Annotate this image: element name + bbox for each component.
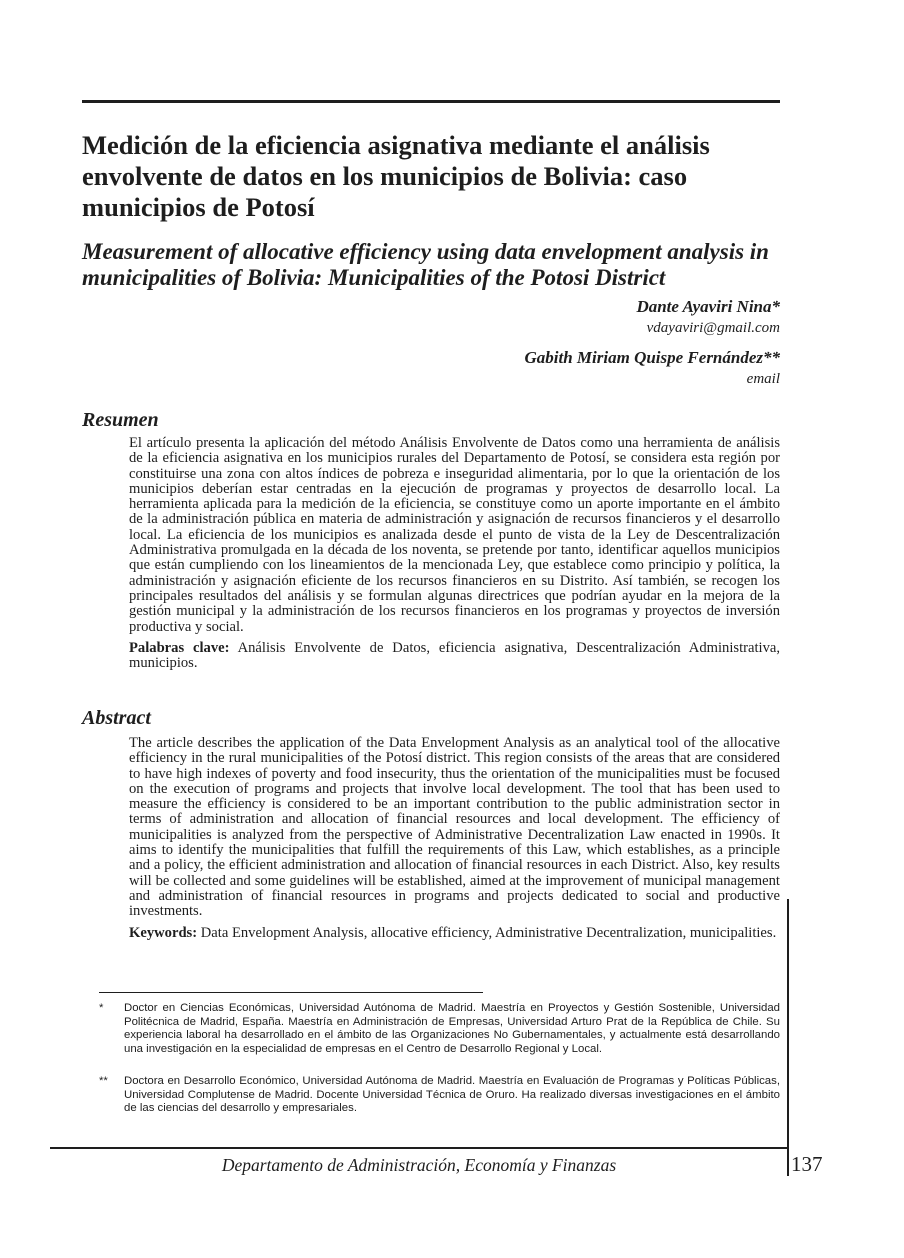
keywords-text: Análisis Envolvente de Datos, eficiencia asignativa, Descentralización Administrativa, municipios. xyxy=(129,639,780,672)
keywords-label: Keywords: xyxy=(129,924,198,941)
page-number: 137 xyxy=(791,1152,823,1176)
resumen-heading: Resumen xyxy=(82,409,159,431)
resumen-text: El artículo presenta la aplicación del método Análisis Envolvente de Datos como una herramienta de análisis de la eficiencia asignativa en los municipios rurales del Departamento de Potosí, se considera esta región por constituirse una zona con altos índices de pobreza e inseguridad alimentaria, por lo que la orientación de los municipios deberían estar centradas en la ejecución de programas y proyectos de desarrollo local. La herramienta aplicada para la medición de la eficiencia, se constituye como un aporte importante en el ámbito de la administración pública en materia de administración y asignación de recursos financieros y el desarrollo local. La eficiencia de los municipios es analizada desde el punto de vista de la Ley de Descentralización Administrativa promulgada en la década de los noventa, se pretende por tanto, identificar aquellos municipios que están cumpliendo con los lineamientos de la mencionada Ley, que establece como principio y política, la administración y asignación eficiente de los recursos financieros en su Distrito. Así también, se recogen los principales resultados del análisis y se formulan algunas directrices que podrían ayudar en la mejora de la gestión municipal y la administración de los recursos financieros en los programas y proyectos de inversión productiva y social. xyxy=(129,435,780,635)
footnote xyxy=(99,1075,780,1116)
footnote-text: Doctor en Ciencias Económicas, Universidad Autónoma de Madrid. Maestría en Proyectos y Gestión Sostenible, Universidad Politécnica de Madrid, España. Maestría en Administración de Empresas, Universidad Arturo Prat de la República de Chile. Su experiencia laboral ha desarrollado en el ámbito de las Organizaciones No Gubernamentales, y actualmente está desarrollando una investigación en la especialidad de empresas en el Centro de Desarrollo Regional y Local. xyxy=(124,1002,780,1055)
resumen-section xyxy=(129,436,780,671)
abstract-keywords xyxy=(129,926,780,941)
title-spanish: Medición de la eficiencia asignativa mediante el análisis envolvente de datos en los municipios de Bolivia: caso municipios de Potosí xyxy=(82,130,710,222)
abstract-text: The article describes the application of the Data Envelopment Analysis as an analytical tool of the allocative efficiency in the rural municipalities of the Potosí district. This region consists of the areas that are considered to have high indexes of poverty and food insecurity, thus the orientation of the municipalities must be focused on the execution of programs and projects that involve local development. The tool that has been used to measure the efficiency is considered to be an important contribution to the public administration sector in terms of administration and allocation of financial resources and local development. The efficiency of municipalities is analyzed from the perspective of Administrative Decentralization Law enacted in 1990s. It aims to identify the municipalities that fulfill the requirements of this Law, which establishes, as a principle and a policy, the efficient administration and allocation of financial resources in each District. Also, key results will be collected and some guidelines will be established, aimed at the improvement of municipal management and administration of financial resources in programs and projects dedicated to social and productive investments. xyxy=(129,735,780,920)
abstract-heading: Abstract xyxy=(82,707,151,729)
author-email[interactable]: vdayaviri@gmail.com xyxy=(646,320,780,336)
footnote-rule xyxy=(99,992,483,993)
top-rule xyxy=(82,100,780,103)
keywords-text: Data Envelopment Analysis, allocative efficiency, Administrative Decentralization, municipalities. xyxy=(200,924,777,941)
author-email[interactable]: email xyxy=(746,371,780,387)
abstract-section xyxy=(129,736,780,941)
footnote-text: Doctora en Desarrollo Económico, Universidad Autónoma de Madrid. Maestría en Evaluación de Programas y Políticas Públicas, Universidad Complutense de Madrid. Docente Universidad Técnica de Oruro. Ha realizado diversas investigaciones en el ámbito de las ciencias del desarrollo y empresariales. xyxy=(124,1075,780,1115)
footnote-mark: * xyxy=(99,1002,104,1014)
footnote xyxy=(99,1002,780,1056)
keywords-label: Palabras clave: xyxy=(129,639,230,656)
journal-name: Departamento de Administración, Economía y Finanzas xyxy=(221,1155,617,1175)
title-english: Measurement of allocative efficiency using data envelopment analysis in municipalities of Bolivia: Municipalities of the Potosi District xyxy=(82,239,769,290)
author-block xyxy=(82,296,780,398)
resumen-keywords xyxy=(129,641,780,672)
author-name: Dante Ayaviri Nina* xyxy=(636,297,780,316)
footnote-mark: ** xyxy=(99,1075,108,1087)
author-name: Gabith Miriam Quispe Fernández** xyxy=(524,348,780,367)
footer-rule xyxy=(50,1147,788,1149)
vertical-rule xyxy=(787,899,789,1176)
